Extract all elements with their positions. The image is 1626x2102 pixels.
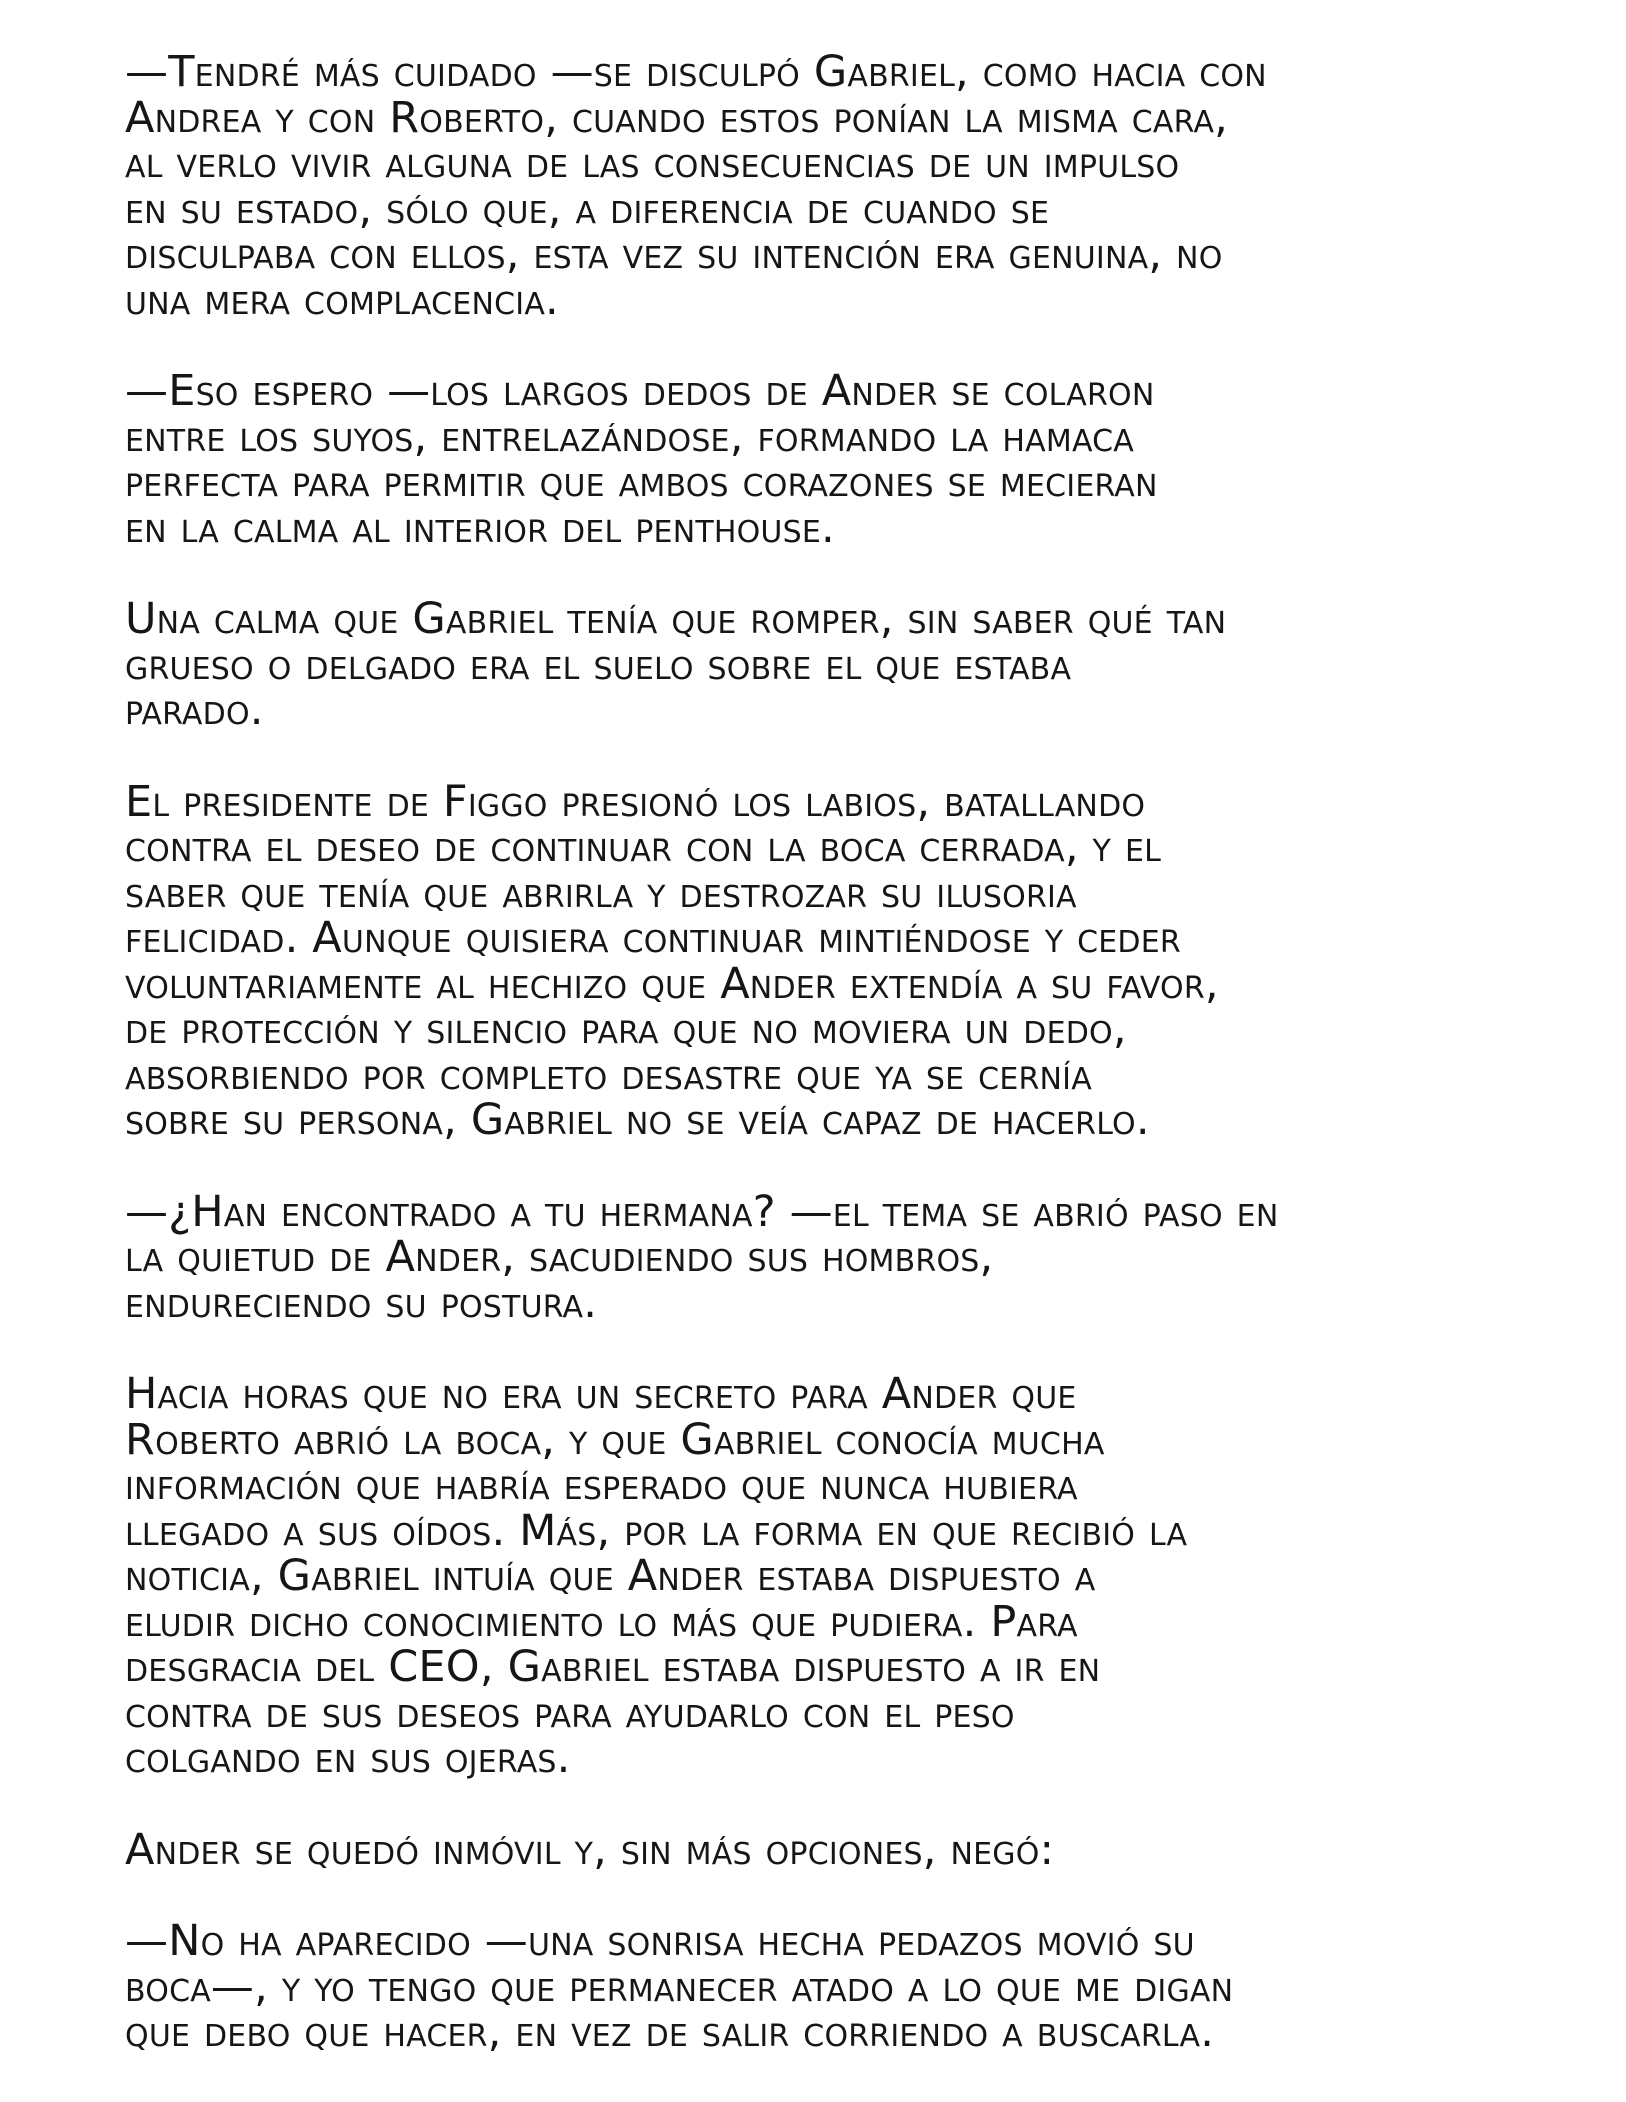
text-line: de protección y silencio para que no moviera un dedo, [125, 1004, 1127, 1054]
paragraph-4 [125, 776, 1525, 1145]
text-line: Una calma que Gabriel tenía que romper, sin saber qué tan [125, 594, 1227, 644]
text-line: boca—, y yo tengo que permanecer atado a lo que me digan [125, 1961, 1234, 2012]
text-line: sobre su persona, Gabriel no se veía capaz de hacerlo. [125, 1095, 1150, 1145]
text-line: eludir dicho conocimiento lo más que pudiera. Para [125, 1596, 1078, 1647]
text-line: desgracia del CEO, Gabriel estaba dispuesto a ir en [125, 1642, 1101, 1692]
text-line: El presidente de Figgo presionó los labios, batallando [125, 776, 1146, 827]
text-line: voluntariamente al hechizo que Ander extendía a su favor, [125, 958, 1219, 1009]
text-line: absorbiendo por completo desastre que ya se cernía [125, 1049, 1092, 1100]
text-line: al verlo vivir alguna de las consecuencias de un impulso [125, 138, 1180, 188]
text-line: contra de sus deseos para ayudarlo con el peso [125, 1687, 1015, 1738]
text-line: Roberto abrió la boca, y que Gabriel conocía mucha [125, 1414, 1105, 1465]
text-line: —Tendré más cuidado —se disculpó Gabriel, como hacia con [125, 47, 1267, 97]
text-line: entre los suyos, entrelazándose, formando la hamaca [125, 411, 1135, 462]
paragraph-7 [125, 1824, 1525, 1875]
text-line: —Eso espero —los largos dedos de Ander se colaron [125, 366, 1155, 416]
text-line: colgando en sus ojeras. [125, 1733, 571, 1783]
text-line: información que habría esperado que nunca hubiera [125, 1460, 1078, 1510]
text-line: contra el deseo de continuar con la boca cerrada, y el [125, 822, 1162, 872]
text-line: disculpaba con ellos, esta vez su intención era genuina, no [125, 229, 1223, 279]
body-text [125, 47, 1525, 2102]
text-line: endureciendo su postura. [125, 1277, 598, 1328]
text-line: Andrea y con Roberto, cuando estos ponían la misma cara, [125, 92, 1229, 143]
text-line: una mera complacencia. [125, 274, 559, 325]
paragraph-1 [125, 47, 1525, 325]
text-line: Ander se quedó inmóvil y, sin más opciones, negó: [125, 1824, 1055, 1875]
paragraph-6 [125, 1369, 1525, 1783]
text-line: grueso o delgado era el suelo sobre el que estaba [125, 639, 1072, 690]
text-line: llegado a sus oídos. Más, por la forma en que recibió la [125, 1505, 1188, 1556]
paragraph-2 [125, 366, 1525, 553]
text-line: que debo que hacer, en vez de salir corriendo a buscarla. [125, 2007, 1215, 2057]
text-line: felicidad. Aunque quisiera continuar mintiéndose y ceder [125, 913, 1181, 963]
text-line: en la calma al interior del penthouse. [125, 502, 835, 553]
text-line: perfecta para permitir que ambos corazones se mecieran [125, 457, 1158, 507]
text-line: —No ha aparecido —una sonrisa hecha pedazos movió su [125, 1916, 1195, 1966]
paragraph-5 [125, 1186, 1525, 1328]
text-line: parado. [125, 685, 264, 735]
paragraph-3 [125, 594, 1525, 735]
text-line: en su estado, sólo que, a diferencia de cuando se [125, 183, 1050, 234]
text-line: la quietud de Ander, sacudiendo sus hombros, [125, 1232, 994, 1282]
text-line: —¿Han encontrado a tu hermana? —el tema se abrió paso en [125, 1186, 1279, 1237]
paragraph-8 [125, 1916, 1525, 2057]
text-line: Hacia horas que no era un secreto para Ander que [125, 1369, 1077, 1419]
text-line: saber que tenía que abrirla y destrozar su ilusoria [125, 867, 1077, 918]
text-line: noticia, Gabriel intuía que Ander estaba dispuesto a [125, 1551, 1096, 1601]
